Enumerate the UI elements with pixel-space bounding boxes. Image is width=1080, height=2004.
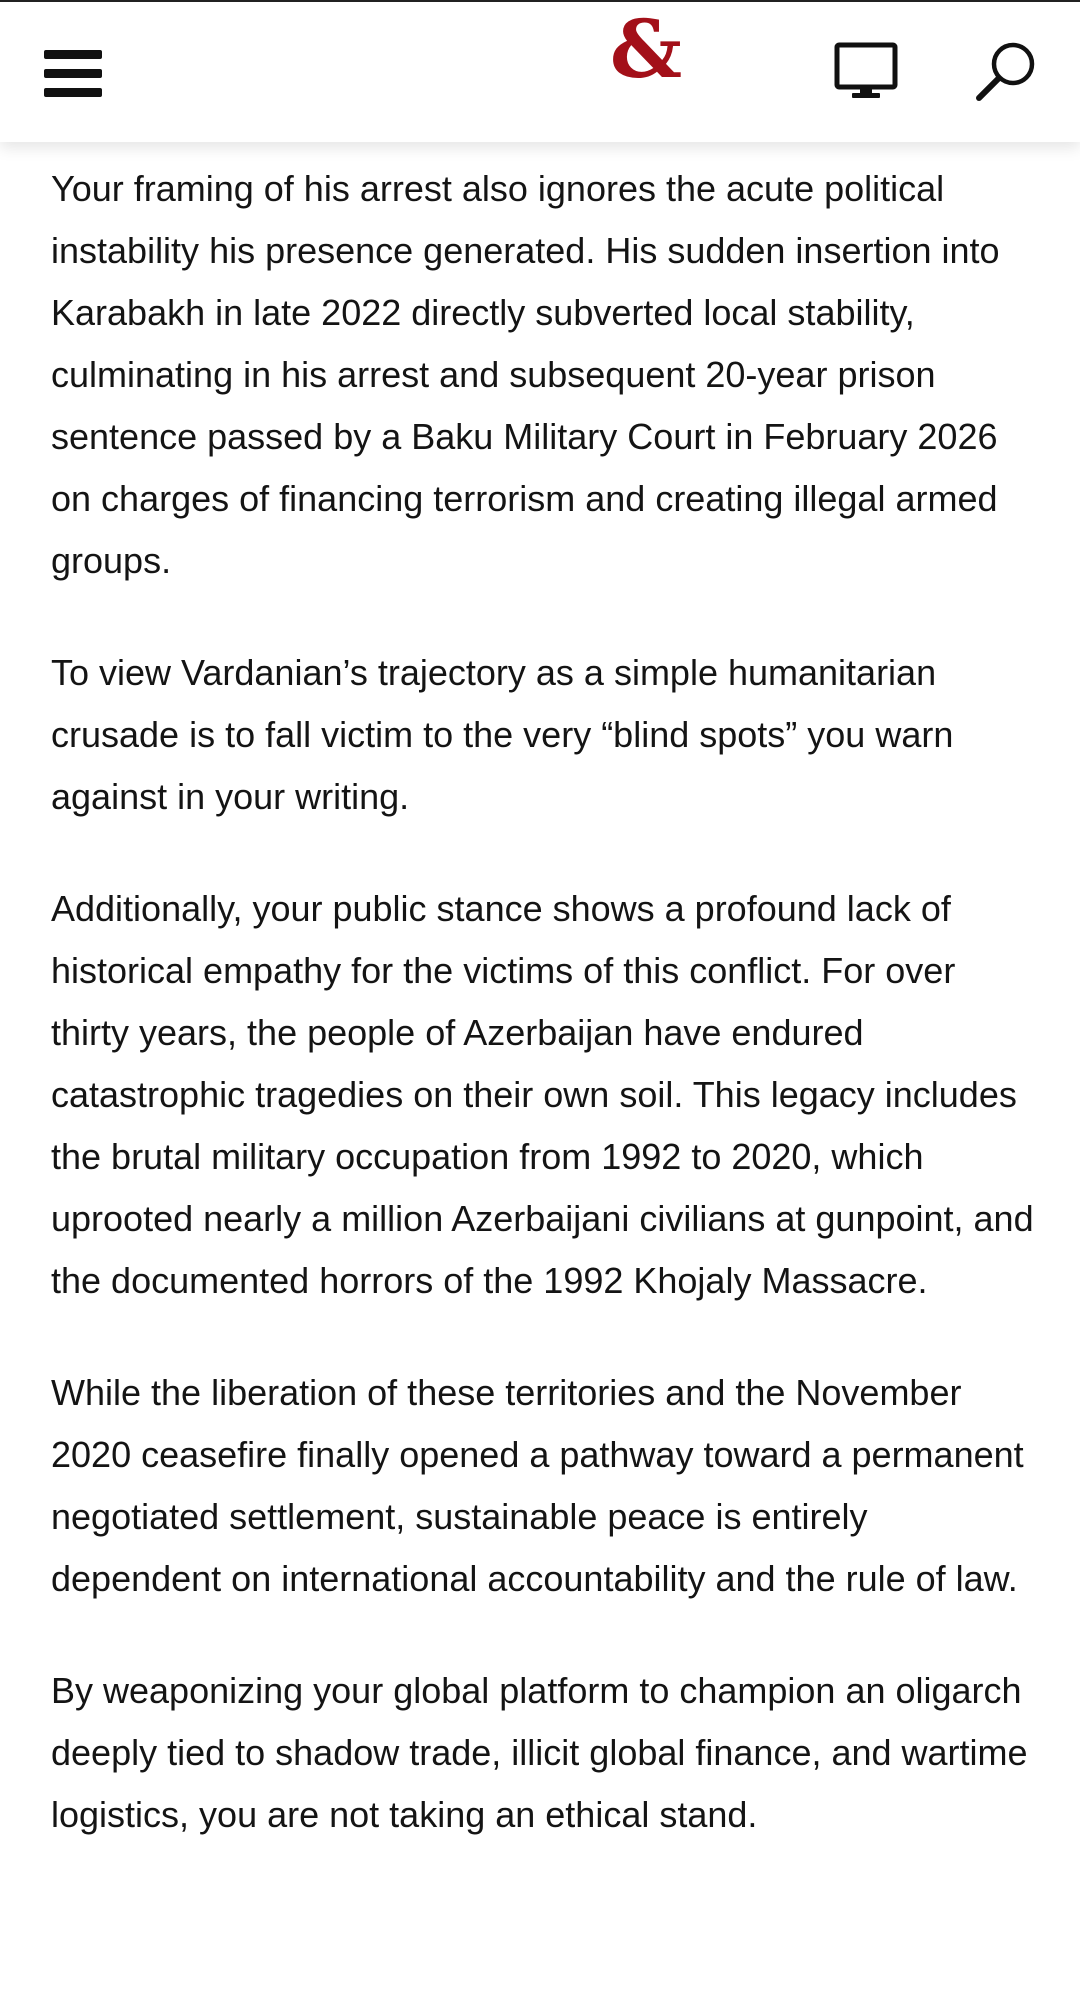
article-paragraph: Your framing of his arrest also ignores the acute political instability his presence generated. His sudden insertion into Karabakh in late 2022 directly subverted local stability, culminating in his arrest and subsequent 20-year prison sentence passed by a Baku Military Court in February 2026 on charges of financing terrorism and creating illegal armed groups.	[51, 168, 1000, 581]
article-paragraph: While the liberation of these territories and the November 2020 ceasefire finally opened a pathway toward a permanent negotiated settlement, sustainable peace is entirely dependent on international accountability and the rule of law.	[51, 1372, 1024, 1599]
monitor-icon[interactable]	[832, 40, 902, 102]
site-header	[0, 2, 1080, 142]
menu-bar	[44, 50, 102, 59]
site-logo[interactable]: &	[609, 2, 683, 96]
article-paragraph: Additionally, your public stance shows a profound lack of historical empathy for the victims of this conflict. For over thirty years, the people of Azerbaijan have endured catastrophic tragedies on their own soil. This legacy includes the brutal military occupation from 1992 to 2020, which uprooted nearly a million Azerbaijani civilians at gunpoint, and the documented horrors of the 1992 Khojaly Massacre.	[51, 888, 1034, 1301]
article-paragraph: To view Vardanian’s trajectory as a simple humanitarian crusade is to fall victim to the very “blind spots” you warn against in your writing.	[51, 652, 954, 817]
search-icon[interactable]	[974, 38, 1040, 104]
menu-icon[interactable]	[40, 46, 104, 102]
menu-bar	[44, 88, 102, 97]
article-body	[51, 158, 1041, 1896]
menu-bar	[44, 69, 102, 78]
article-paragraph: By weaponizing your global platform to champion an oligarch deeply tied to shadow trade, illicit global finance, and wartime logistics, you are not taking an ethical stand.	[51, 1670, 1028, 1835]
